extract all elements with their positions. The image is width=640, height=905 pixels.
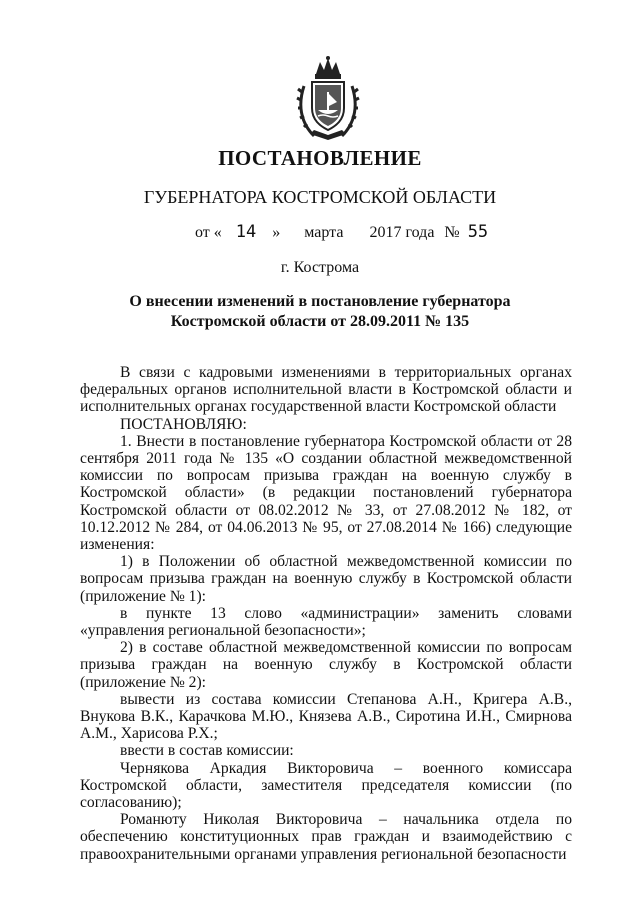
paragraph-member-romanyuta: Романюту Николая Викторовича – начальника отдела по обеспечению конституционных прав граждан и взаимодействию с правоохранительными органами управления региональной безопасности [80, 811, 572, 863]
heading-line-1: О внесении изменений в постановление губернатора [129, 293, 511, 310]
date-day: 14 [235, 222, 257, 242]
document-body [80, 364, 572, 863]
document-number: 55 [467, 222, 489, 242]
city: г. Кострома [280, 259, 360, 276]
paragraph-item-1: 1. Внести в постановление губернатора Костромской области от 28 сентября 2011 года № 135 «О создании областной межведомственной комиссии по вопросам призыва граждан на военную службу в Костромской области» (в редакции постановлений губернатора Костромской области от 08.02.2012 № 33, от 27.08.2012 № 182, от 10.12.2012 № 284, от 04.06.2013 № 95, от 27.08.2014 № 166) следующие изменения: [80, 432, 572, 554]
paragraph-clause-13: в пункте 13 слово «администрации» заменить словами «управления региональной безопасности»; [80, 604, 572, 640]
paragraph-remove-members: вывести из состава комиссии Степанова А.Н., Кригера А.В., Внукова В.К., Карачкова М.Ю., Князева А.В., Сиротина И.Н., Смирнова А.М., Харисова Р.Х.; [80, 690, 572, 743]
paragraph-add-members: ввести в состав комиссии: [120, 742, 294, 760]
heading-line-2: Костромской области от 28.09.2011 № 135 [170, 313, 470, 330]
date-year: 2017 года [369, 224, 435, 241]
date-close: » [272, 224, 281, 241]
paragraph-preamble: В связи с кадровыми изменениями в территориальных органах федеральных органов исполнительной власти в Костромской области и исполнительных органах государственной власти Костромской области [80, 364, 572, 416]
document-heading [0, 292, 640, 332]
paragraph-subitem-1: 1) в Положении об областной межведомственной комиссии по вопросам призыва граждан на военную службу в Костромской области (приложение № 1): [80, 553, 572, 605]
date-line [195, 222, 495, 242]
paragraph-member-chernyakov: Чернякова Аркадия Викторовича – военного комиссара Костромской области, заместителя председателя комиссии (по согласованию); [80, 759, 572, 812]
coat-of-arms-icon [296, 56, 360, 142]
date-month: марта [304, 224, 344, 241]
paragraph-resolve: ПОСТАНОВЛЯЮ: [120, 415, 247, 433]
document-subtitle: ГУБЕРНАТОРА КОСТРОМСКОЙ ОБЛАСТИ [143, 187, 497, 207]
paragraph-subitem-2: 2) в составе областной межведомственной комиссии по вопросам призыва граждан на военную службу в Костромской области (приложение № 2): [80, 639, 572, 691]
number-sign: № [444, 224, 460, 241]
date-prefix: от « [195, 224, 222, 241]
document-title: ПОСТАНОВЛЕНИЕ [218, 146, 422, 170]
